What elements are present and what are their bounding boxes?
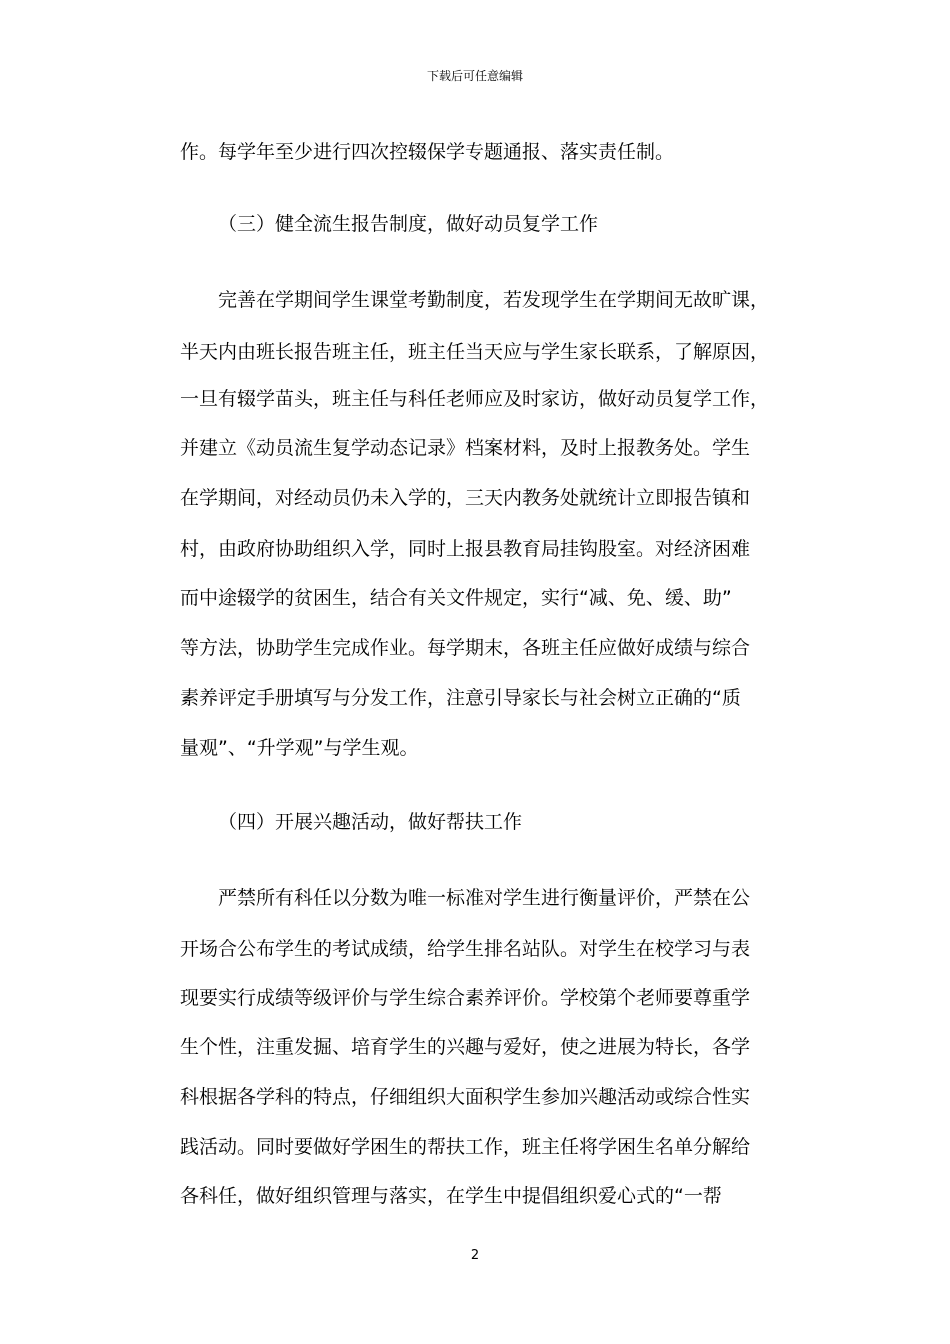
paragraph-line: 在学期间，对经动员仍未入学的，三天内教务处就统计立即报告镇和 (180, 487, 751, 509)
paragraph-line: 现要实行成绩等级评价与学生综合素养评价。学校第个老师要尊重学 (180, 987, 751, 1009)
paragraph-line: 各科任，做好组织管理与落实，在学生中提倡组织爱心式的“一帮 (180, 1185, 722, 1207)
paragraph-line: 生个性，注重发掘、培育学生的兴趣与爱好，使之进展为特长，各学 (180, 1036, 751, 1058)
paragraph-line: 量观”、“升学观”与学生观。 (180, 737, 419, 759)
paragraph-line: 素养评定手册填写与分发工作，注意引导家长与社会树立正确的“质 (180, 687, 741, 709)
paragraph-line: 而中途辍学的贫困生，结合有关文件规定，实行“减、免、缓、助” (180, 587, 732, 609)
paragraph-line: 开场合公布学生的考试成绩，给学生排名站队。对学生在校学习与表 (180, 938, 751, 960)
paragraph-line: 作。每学年至少进行四次控辍保学专题通报、落实责任制。 (180, 141, 675, 163)
paragraph-line: 科根据各学科的特点，仔细组织大面积学生参加兴趣活动或综合性实 (180, 1086, 751, 1108)
paragraph-line: 并建立《动员流生复学动态记录》档案材料，及时上报教务处。学生 (180, 437, 751, 459)
paragraph-line: 半天内由班长报告班主任，班主任当天应与学生家长联系，了解原因， (180, 341, 770, 363)
page-header: 下载后可任意编辑 (426, 69, 523, 83)
paragraph-line: 一旦有辍学苗头，班主任与科任老师应及时家访，做好动员复学工作， (180, 388, 770, 410)
section-heading: （四）开展兴趣活动，做好帮扶工作 (218, 811, 523, 833)
section-heading: （三）健全流生报告制度，做好动员复学工作 (218, 213, 599, 235)
paragraph-line: 严禁所有科任以分数为唯一标准对学生进行衡量评价，严禁在公 (218, 887, 751, 909)
paragraph-line: 完善在学期间学生课堂考勤制度，若发现学生在学期间无故旷课， (218, 289, 770, 311)
paragraph-line: 践活动。同时要做好学困生的帮扶工作，班主任将学困生名单分解给 (180, 1136, 751, 1158)
page-number: 2 (470, 1248, 480, 1263)
paragraph-line: 等方法，协助学生完成作业。每学期末，各班主任应做好成绩与综合 (180, 637, 751, 659)
paragraph-line: 村，由政府协助组织入学，同时上报县教育局挂钩股室。对经济困难 (180, 538, 751, 560)
